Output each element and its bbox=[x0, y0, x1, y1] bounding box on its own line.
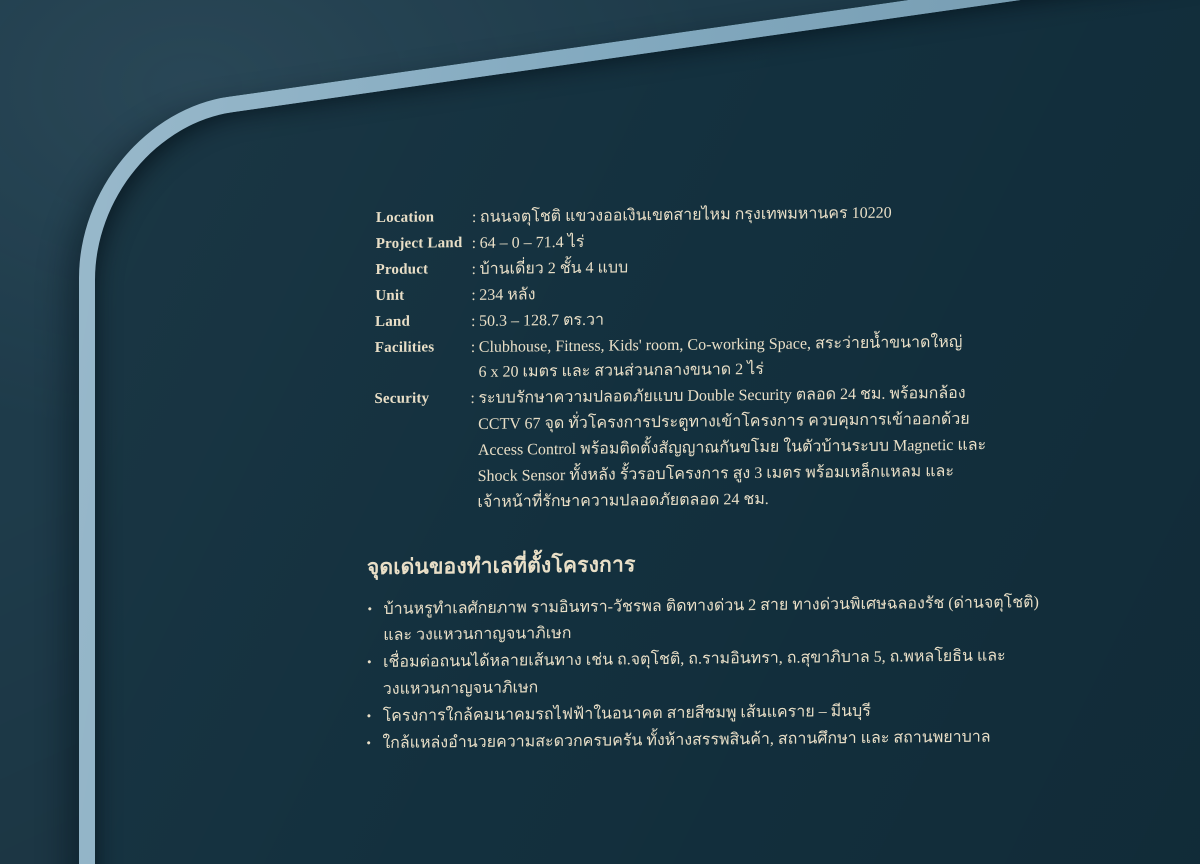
highlight-line: วงแหวนกาญจนาภิเษก bbox=[382, 678, 539, 698]
project-spec-list bbox=[373, 200, 988, 517]
spec-value-line: CCTV 67 จุด ทั่วโครงการประตูทางเข้าโครงการ ควบคุมการเข้าออกด้วย bbox=[478, 411, 970, 434]
highlight-item bbox=[366, 723, 1038, 757]
highlight-item bbox=[367, 589, 1039, 649]
spec-label: Facilities bbox=[374, 338, 435, 356]
spec-label: Location bbox=[375, 209, 435, 227]
bullet-icon: • bbox=[366, 735, 372, 751]
highlight-line: เชื่อมต่อถนนได้หลายเส้นทาง เช่น ถ.จตุโชติ, ถ.รามอินทรา, ถ.สุขาภิบาล 5, ถ.พหลโยธิน และ bbox=[382, 647, 1006, 672]
spec-value-line: เจ้าหน้าที่รักษาความปลอดภัยตลอด 24 ชม. bbox=[477, 490, 769, 511]
highlight-line: โครงการใกล้คมนาคมรถไฟฟ้าในอนาคต สายสีชมพู เส้นแคราย – มีนบุรี bbox=[382, 702, 871, 725]
spec-value bbox=[470, 329, 987, 386]
highlight-line: บ้านหรูทำเลศักยภาพ รามอินทรา-วัชรพล ติดทางด่วน 2 สาย ทางด่วนพิเศษฉลองรัช (ด่านจตุโชติ) bbox=[383, 594, 1039, 618]
bullet-icon: • bbox=[366, 707, 372, 723]
separator-colon: : bbox=[470, 312, 476, 330]
separator-colon: : bbox=[471, 286, 476, 304]
spec-value-line: ระบบรักษาความปลอดภัยแบบ Double Security ตลอด 24 ชม. พร้อมกล้อง bbox=[478, 385, 966, 408]
spec-row-facilities bbox=[374, 329, 987, 387]
spec-value-line: 50.3 – 128.7 ตร.วา bbox=[478, 311, 605, 330]
highlight-line: และ วงแหวนกาญจนาภิเษก bbox=[383, 625, 572, 645]
bullet-icon: • bbox=[367, 654, 372, 670]
spec-value bbox=[469, 381, 986, 516]
spec-value-line: Shock Sensor ทั้งหลัง รั้วรอบโครงการ สูง 3 เมตร พร้อมเหล็กแหลม และ bbox=[477, 463, 955, 486]
highlights-list bbox=[366, 589, 1039, 757]
spec-value-line: บ้านเดี่ยว 2 ชั้น 4 แบบ bbox=[479, 259, 629, 278]
spec-value-line: Clubhouse, Fitness, Kids' room, Co-working Space, สระว่ายน้ำขนาดใหญ่ bbox=[478, 333, 963, 356]
spec-label: Land bbox=[374, 313, 411, 330]
spec-label: Product bbox=[375, 261, 429, 278]
separator-colon: : bbox=[470, 338, 476, 356]
separator-colon: : bbox=[471, 234, 477, 252]
spec-value-line: 234 หลัง bbox=[479, 286, 536, 304]
highlights-title: จุดเด่นของทำเลที่ตั้งโครงการ bbox=[366, 552, 636, 580]
spec-value-line: ถนนจตุโชติ แขวงออเงินเขตสายไหม กรุงเทพมหานคร 10220 bbox=[479, 204, 892, 226]
separator-colon: : bbox=[471, 260, 477, 278]
spec-value-line: 6 x 20 เมตร และ สวนส่วนกลางขนาด 2 ไร่ bbox=[478, 361, 764, 382]
spec-label: Security bbox=[374, 390, 430, 408]
spec-row-security bbox=[373, 381, 986, 517]
spec-value-line: 64 – 0 – 71.4 ไร่ bbox=[479, 233, 585, 252]
bullet-icon: • bbox=[367, 601, 373, 617]
spec-label: Project Land bbox=[375, 235, 463, 252]
spec-label: Unit bbox=[375, 287, 405, 304]
spec-value-line: Access Control พร้อมติดตั้งสัญญาณกันขโมย ในตัวบ้านระบบ Magnetic และ bbox=[477, 436, 987, 460]
separator-colon: : bbox=[471, 208, 477, 226]
highlight-line: ใกล้แหล่งอำนวยความสะดวกครบครัน ทั้งห้างสรรพสินค้า, สถานศึกษา และ สถานพยาบาล bbox=[382, 728, 991, 752]
separator-colon: : bbox=[470, 390, 475, 408]
highlight-item bbox=[367, 642, 1039, 702]
